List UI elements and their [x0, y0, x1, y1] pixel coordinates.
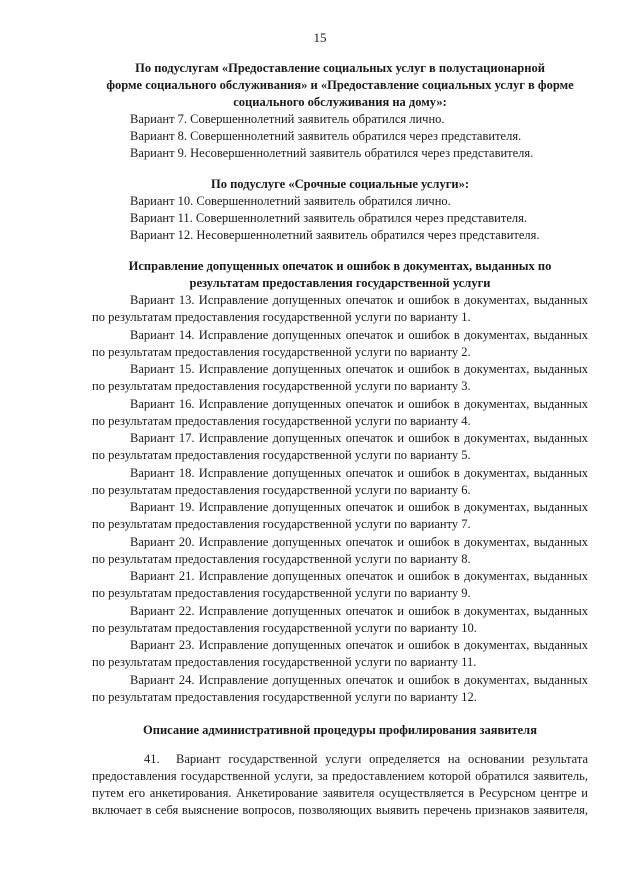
variant-line-continued: по результатам предоставления государственной услуги по варианту 8.: [92, 551, 471, 566]
correction-variant: [92, 672, 588, 706]
paragraph-line: включает в себя выяснение вопросов, позволяющих выявить перечень признаков заявителя,: [92, 802, 588, 817]
paragraph-line: предоставления государственной услуги, за предоставлением которой обратился заявитель,: [92, 768, 588, 783]
variant-line-continued: по результатам предоставления государственной услуги по варианту 3.: [92, 379, 471, 393]
correction-variant: [92, 499, 588, 533]
section-semi-stationary: [92, 60, 588, 162]
correction-variant: [92, 465, 588, 499]
variant-line-continued: по результатам предоставления государственной услуги по варианту 9.: [92, 586, 471, 600]
variant-line: Вариант 18. Исправление допущенных опечаток и ошибок в документах, выданных: [130, 465, 588, 480]
variant-line: Вариант 14. Исправление допущенных опечаток и ошибок в документах, выданных: [130, 327, 588, 342]
section-urgent: [92, 176, 588, 244]
paragraph-number: 41.: [144, 751, 160, 766]
section-heading-line: По подуслугам «Предоставление социальных услуг в полустационарной: [135, 61, 545, 75]
variant-line-continued: по результатам предоставления государственной услуги по варианту 12.: [92, 689, 477, 704]
variant-line: Вариант 12. Несовершеннолетний заявитель обратился через представителя.: [130, 228, 540, 242]
variant-line: Вариант 19. Исправление допущенных опечаток и ошибок в документах, выданных: [130, 500, 588, 514]
variant-line: Вариант 7. Совершеннолетний заявитель обратился лично.: [130, 112, 445, 126]
variant-line-continued: по результатам предоставления государственной услуги по варианту 10.: [92, 620, 477, 635]
correction-variant: [92, 568, 588, 602]
section-heading: По подуслуге «Срочные социальные услуги»:: [210, 177, 469, 191]
variant-line: Вариант 16. Исправление допущенных опечаток и ошибок в документах, выданных: [130, 396, 588, 411]
variant-line: Вариант 21. Исправление допущенных опечаток и ошибок в документах, выданных: [130, 569, 588, 583]
correction-variant: [92, 327, 588, 361]
page-content: [92, 60, 588, 819]
correction-variant: [92, 534, 588, 568]
section-heading-line: социального обслуживания на дому»:: [233, 95, 447, 109]
variant-line: Вариант 8. Совершеннолетний заявитель обратился через представителя.: [130, 129, 522, 143]
section-heading: Описание административной процедуры профилирования заявителя: [143, 722, 537, 737]
variant-line: Вариант 15. Исправление допущенных опечаток и ошибок в документах, выданных: [130, 362, 588, 376]
paragraph-text: Вариант государственной услуги определяется на основании результата: [176, 751, 588, 766]
correction-variant: [92, 361, 588, 395]
section-heading-line: форме социального обслуживания» и «Предоставление социальных услуг в форме: [106, 78, 574, 92]
variant-line-continued: по результатам предоставления государственной услуги по варианту 2.: [92, 344, 471, 359]
page-number: 15: [313, 30, 327, 45]
variant-line-continued: по результатам предоставления государственной услуги по варианту 6.: [92, 482, 471, 497]
variant-line-continued: по результатам предоставления государственной услуги по варианту 1.: [92, 310, 471, 324]
section-corrections: [92, 258, 588, 706]
section-profiling: [92, 722, 588, 819]
variant-line: Вариант 20. Исправление допущенных опечаток и ошибок в документах, выданных: [130, 534, 588, 549]
variant-line: Вариант 23. Исправление допущенных опечаток и ошибок в документах, выданных: [130, 638, 588, 652]
variant-line-continued: по результатам предоставления государственной услуги по варианту 11.: [92, 655, 477, 669]
correction-variant: [92, 292, 588, 326]
variant-line: Вариант 24. Исправление допущенных опечаток и ошибок в документах, выданных: [130, 672, 588, 687]
variant-line: Вариант 11. Совершеннолетний заявитель обратился через представителя.: [130, 211, 527, 225]
section-heading-line: Исправление допущенных опечаток и ошибок в документах, выданных по: [128, 259, 552, 273]
variant-line: Вариант 9. Несовершеннолетний заявитель обратился через представителя.: [130, 146, 534, 160]
section-heading-line: результатам предоставления государственной услуги: [189, 276, 491, 290]
paragraph-line: [144, 751, 588, 768]
paragraph-line: путем его анкетирования. Анкетирование заявителя осуществляется в Ресурсном центре и: [92, 785, 588, 800]
variant-line-continued: по результатам предоставления государственной услуги по варианту 7.: [92, 517, 471, 531]
correction-variant: [92, 396, 588, 430]
variant-line: Вариант 22. Исправление допущенных опечаток и ошибок в документах, выданных: [130, 603, 588, 618]
variant-line-continued: по результатам предоставления государственной услуги по варианту 5.: [92, 448, 471, 462]
variant-line: Вариант 17. Исправление допущенных опечаток и ошибок в документах, выданных: [130, 431, 588, 445]
correction-variant: [92, 430, 588, 464]
correction-variant: [92, 603, 588, 637]
variant-line: Вариант 13. Исправление допущенных опечаток и ошибок в документах, выданных: [130, 293, 588, 307]
variant-line-continued: по результатам предоставления государственной услуги по варианту 4.: [92, 413, 471, 428]
correction-variant: [92, 637, 588, 671]
variant-line: Вариант 10. Совершеннолетний заявитель обратился лично.: [130, 194, 451, 208]
paragraph-41: [92, 751, 588, 819]
